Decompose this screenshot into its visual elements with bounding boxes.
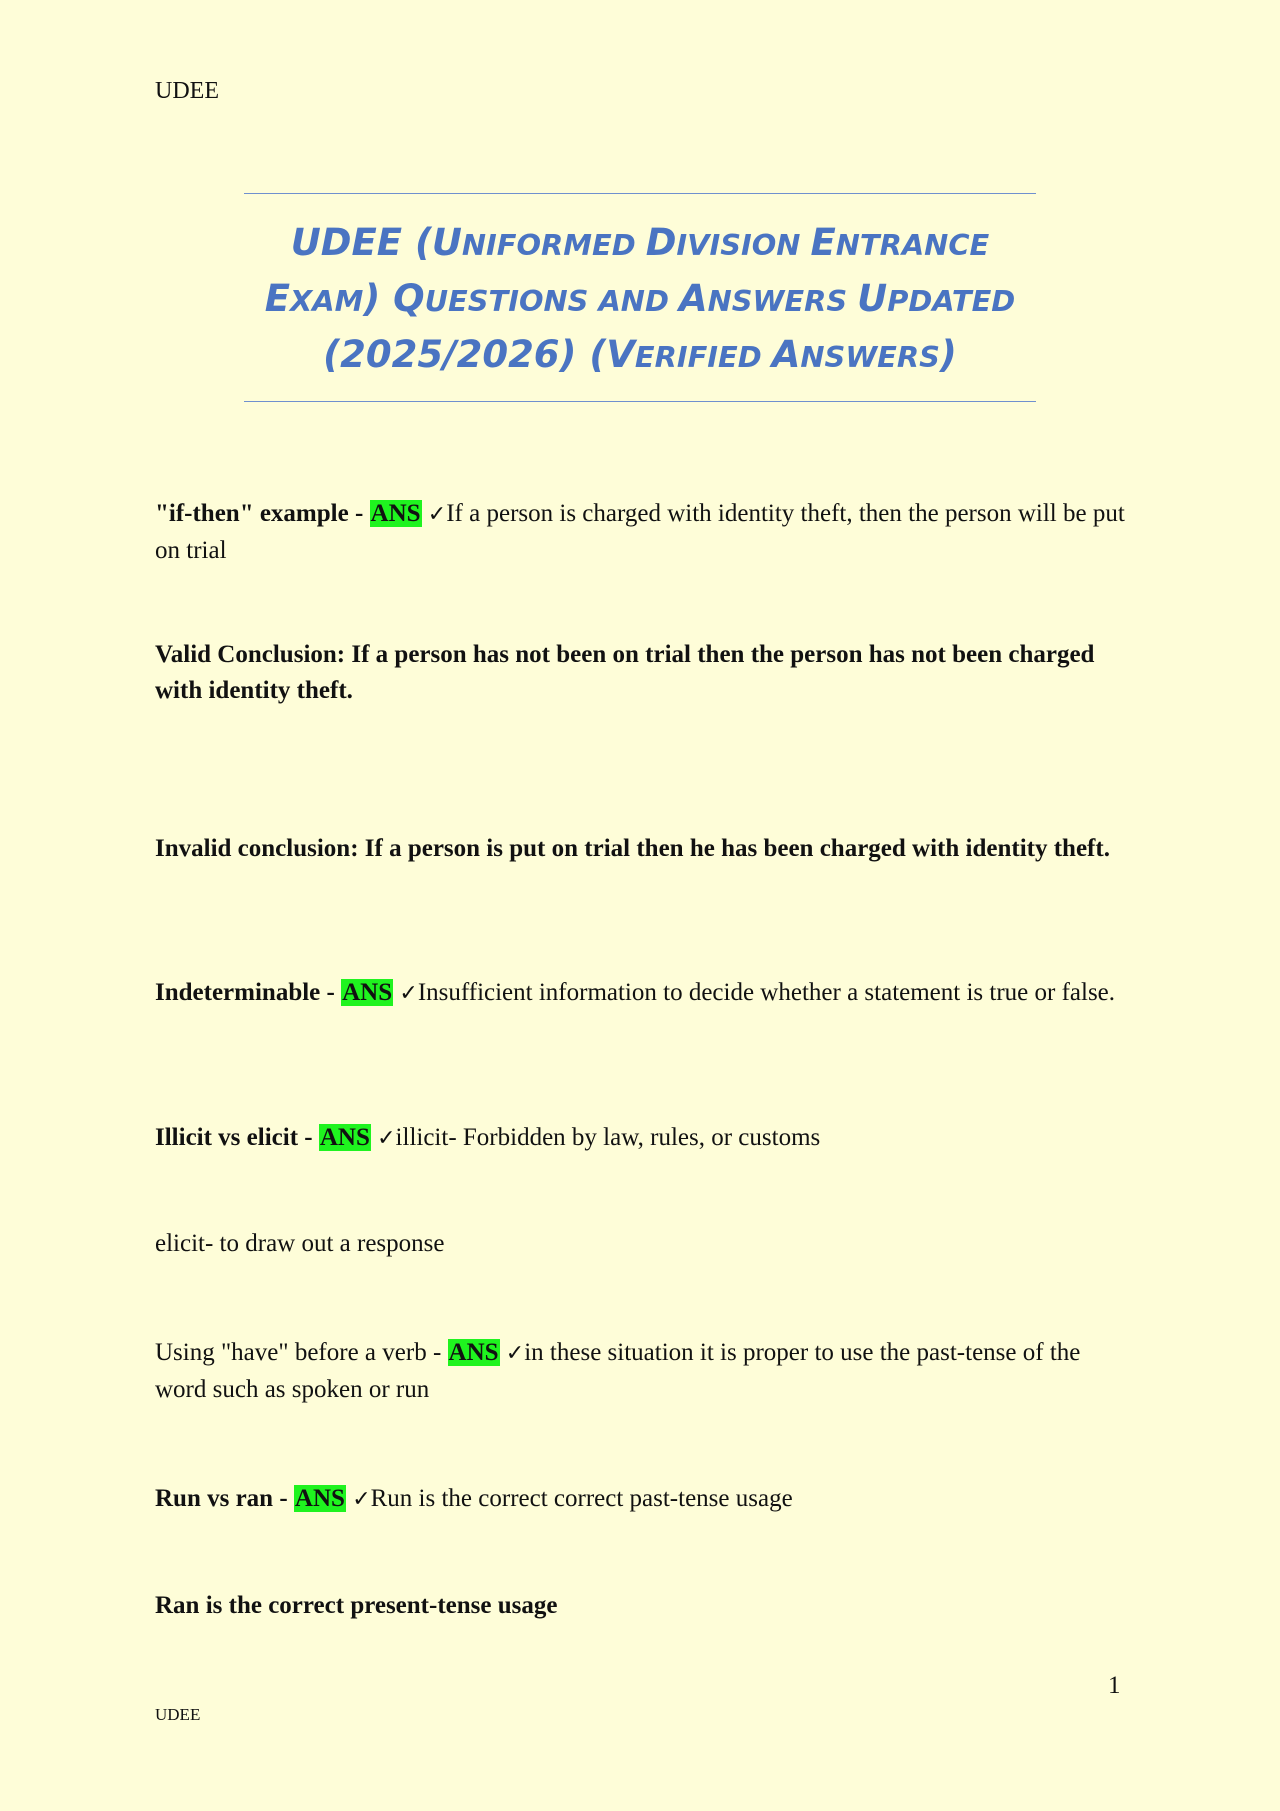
check-icon: ✓ [377,1126,396,1151]
invalid-conclusion-text: Invalid conclusion: If a person is put on trial then he has been charged with identity theft. [155,835,1110,862]
valid-conclusion-text: Valid Conclusion: If a person has not been on trial then the person has not been charged with identity theft. [155,641,1095,704]
entry-term: Using "have" before a verb - [155,1339,448,1366]
entry-term: Run vs ran - [155,1485,294,1512]
qa-entry-run-vs-ran [155,1481,1130,1518]
qa-entry-illicit-elicit [155,1120,1130,1157]
entry-definition: If a person is charged with identity theft, then the person will be put on trial [155,500,1125,564]
elicit-definition-text: elicit- to draw out a response [155,1230,445,1257]
ans-badge: ANS [294,1485,345,1512]
title-line-2: EXAM) QUESTIONS AND ANSWERS UPDATED [264,277,1016,320]
page-number: 1 [1108,1672,1121,1699]
page-header: UDEE [155,78,219,104]
title-line-3: (2025/2026) (VERIFIED ANSWERS) [323,333,957,376]
document-title [244,216,1036,384]
entry-definition: Run is the correct correct past-tense usage [370,1485,793,1512]
entry-definition: illicit- Forbidden by law, rules, or customs [395,1124,821,1151]
check-icon: ✓ [352,1487,371,1512]
entry-definition: in these situation it is proper to use the past-tense of the word such as spoken or run [155,1339,1081,1403]
title-top-rule [244,193,1036,194]
entry-definition: Insufficient information to decide whether a statement is true or false. [417,979,1116,1006]
page-footer: UDEE [155,1705,201,1724]
ans-badge: ANS [342,979,393,1006]
check-icon: ✓ [505,1341,525,1366]
entry-term: Indeterminable - [155,979,342,1006]
qa-entry-using-have [155,1335,1130,1408]
ans-badge: ANS [319,1124,370,1151]
entry-term: Illicit vs elicit - [155,1124,319,1151]
qa-entry-if-then [155,496,1130,569]
check-icon: ✓ [399,981,418,1006]
entry-term: "if-then" example - [155,500,370,527]
ans-badge: ANS [448,1339,499,1366]
title-bottom-rule [244,401,1036,402]
check-icon: ✓ [427,502,447,527]
ran-present-tense-text: Ran is the correct present-tense usage [155,1592,558,1619]
title-line-1: UDEE (UNIFORMED DIVISION ENTRANCE [290,221,990,264]
qa-entry-indeterminable [155,975,1130,1012]
ans-badge: ANS [370,500,421,527]
